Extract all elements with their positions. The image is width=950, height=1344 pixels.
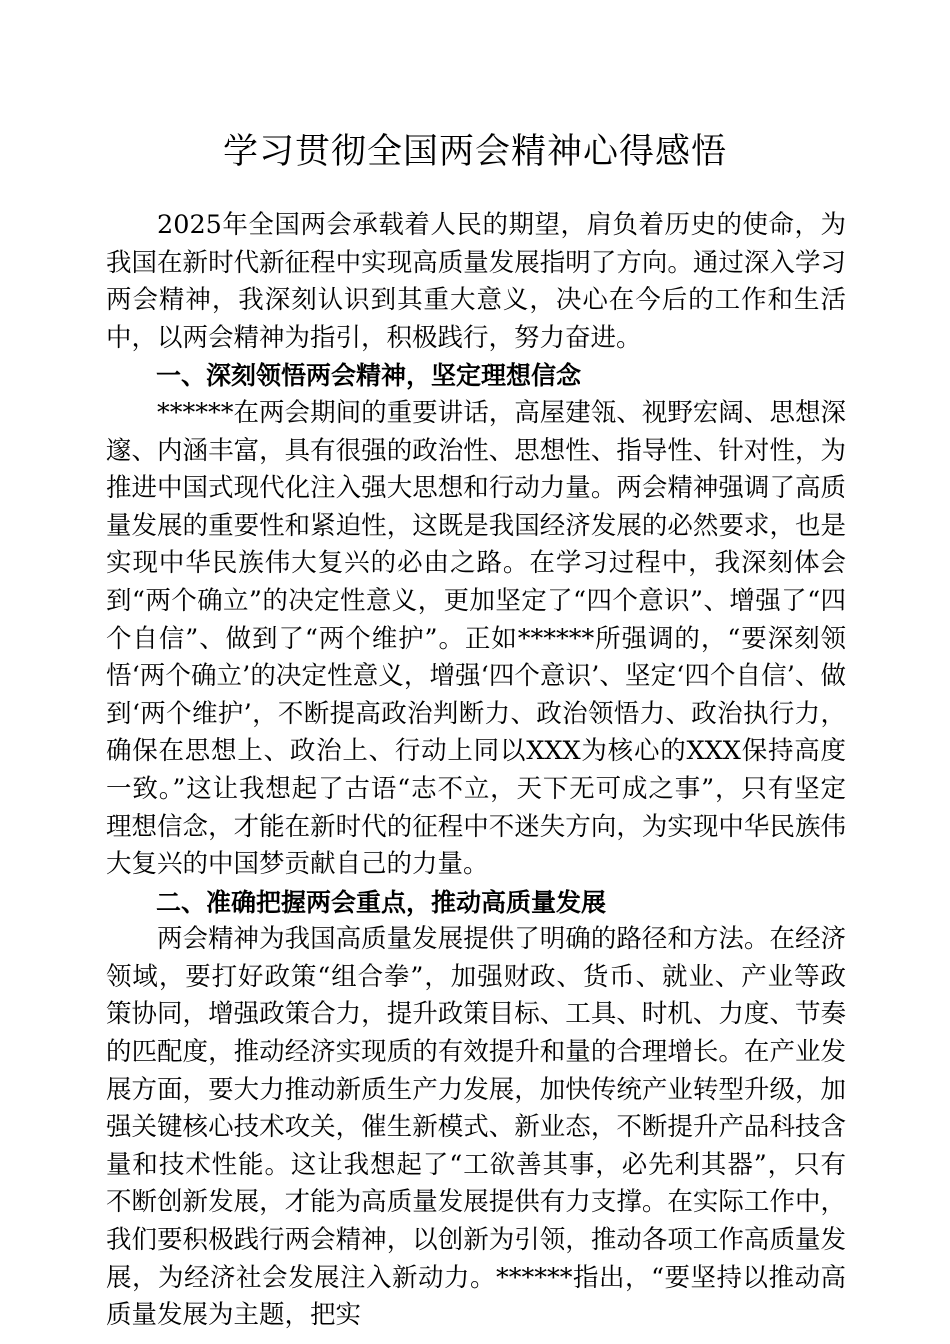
section-heading-1: 一、深刻领悟两会精神，坚定理想信念 <box>156 361 582 391</box>
section-heading-2: 二、准确把握两会重点，推动高质量发展 <box>156 887 607 917</box>
section-2-paragraph: 两会精神为我国高质量发展提供了明确的路径和方法。在经济领域，要打好政策“组合拳”，加强财政、货币、就业、产业等政策协同，增强政策合力，提升政策目标、工具、时机、力度、节奏的匹配度，推动经济实现质的有效提升和量的合理增长。在产业发展方面，要大力推动新质生产力发展，加快传统产业转型升级，加强关键核心技术攻关，催生新模式、新业态，不断提升产品科技含量和技术性能。这让我想起了“工欲善其事，必先利其器”，只有不断创新发展，才能为高质量发展提供有力支撑。在实际工作中，我们要积极践行两会精神，以创新为引领，推动各项工作高质量发展，为经济社会发展注入新动力。******指出，“要坚持以推动高质量发展为主题，把实 <box>106 924 846 1331</box>
document-body <box>106 207 846 1335</box>
section-1-paragraph: ******在两会期间的重要讲话，高屋建瓴、视野宏阔、思想深邃、内涵丰富，具有很强的政治性、思想性、指导性、针对性，为推进中国式现代化注入强大思想和行动力量。两会精神强调了高质量发展的重要性和紧迫性，这既是我国经济发展的必然要求，也是实现中华民族伟大复兴的必由之路。在学习过程中，我深刻体会到“两个确立”的决定性意义，更加坚定了“四个意识”、增强了“四个自信”、做到了“两个维护”。正如******所强调的，“要深刻领悟‘两个确立’的决定性意义，增强‘四个意识’、坚定‘四个自信’、做到‘两个维护’，不断提高政治判断力、政治领悟力、政治执行力，确保在思想上、政治上、行动上同以XXX为核心的XXX保持高度一致。”这让我想起了古语“志不立，天下无可成之事”，只有坚定理想信念，才能在新时代的征程中不迷失方向，为实现中华民族伟大复兴的中国梦贡献自己的力量。 <box>106 397 846 880</box>
document-title: 学习贯彻全国两会精神心得感悟 <box>222 132 727 172</box>
intro-paragraph: 2025年全国两会承载着人民的期望，肩负着历史的使命，为我国在新时代新征程中实现高质量发展指明了方向。通过深入学习两会精神，我深刻认识到其重大意义，决心在今后的工作和生活中，以两会精神为指引，积极践行，努力奋进。 <box>106 210 846 353</box>
